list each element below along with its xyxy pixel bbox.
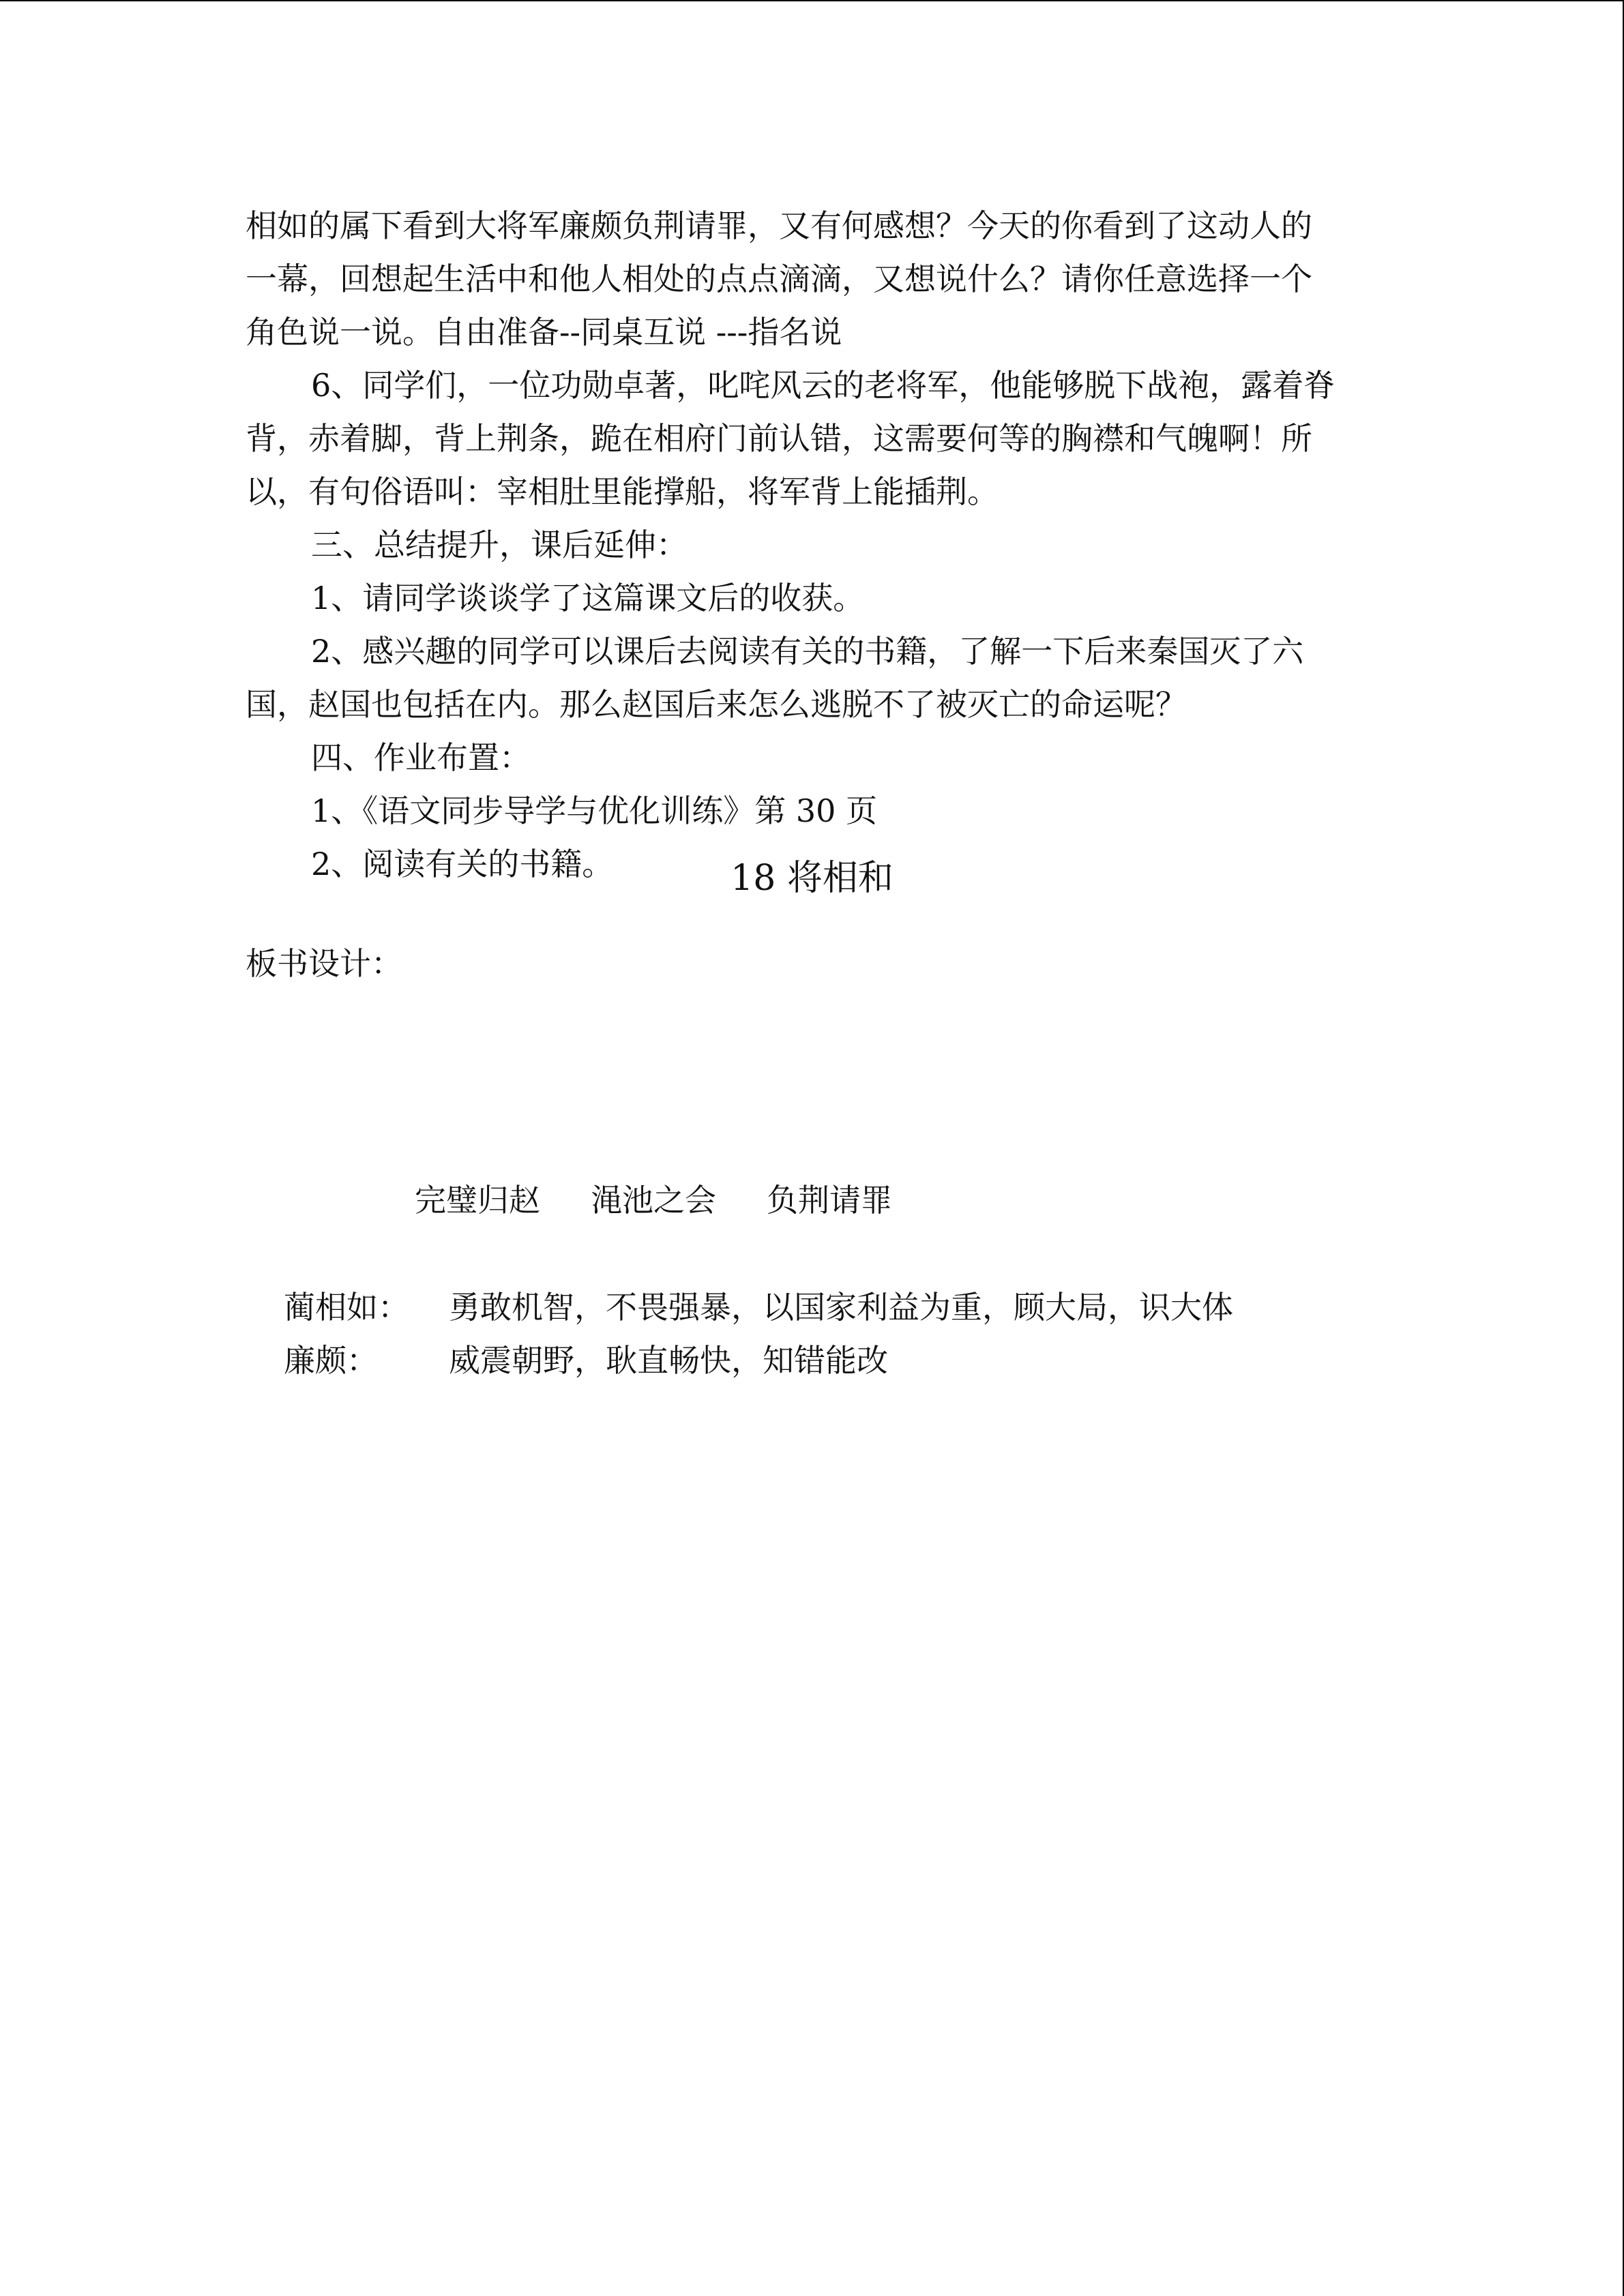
character-description: 勇敢机智，不畏强暴，以国家利益为重，顾大局，识大体 bbox=[449, 1289, 1233, 1326]
board-events bbox=[415, 1176, 892, 1225]
board-event: 负荆请罪 bbox=[767, 1182, 892, 1219]
text-line: 2、阅读有关的书籍。 bbox=[311, 846, 614, 882]
text-line: 相如的属下看到大将军廉颇负荆请罪，又有何感想？今天的你看到了这动人的 bbox=[246, 207, 1312, 244]
section-heading: 三、总结提升，课后延伸： bbox=[311, 526, 688, 563]
character-name: 廉颇： bbox=[284, 1342, 378, 1379]
text-line: 以，有句俗语叫：宰相肚里能撑船，将军背上能插荆。 bbox=[246, 473, 999, 510]
text-line: 背，赤着脚，背上荆条，跪在相府门前认错，这需要何等的胸襟和气魄啊！所 bbox=[246, 420, 1312, 457]
text-line: 一幕，回想起生活中和他人相处的点点滴滴，又想说什么？请你任意选择一个 bbox=[246, 260, 1312, 297]
text-line: 1、《语文同步导学与优化训练》第 30 页 bbox=[311, 792, 878, 829]
character-row bbox=[284, 1334, 1233, 1387]
text-line: 6、同学们，一位功勋卓著，叱咤风云的老将军，他能够脱下战袍，露着脊 bbox=[311, 367, 1335, 404]
character-description: 威震朝野，耿直畅快，知错能改 bbox=[449, 1342, 888, 1379]
text-line: 角色说一说。自由准备--同桌互说 ---指名说 bbox=[246, 314, 842, 351]
character-name: 蔺相如： bbox=[284, 1289, 409, 1326]
board-design-label: 板书设计： bbox=[246, 945, 402, 982]
section-heading: 四、作业布置： bbox=[311, 739, 531, 776]
text-line: 2、感兴趣的同学可以课后去阅读有关的书籍，了解一下后来秦国灭了六 bbox=[311, 633, 1304, 670]
character-row bbox=[284, 1281, 1233, 1334]
board-title: 18 将相和 bbox=[730, 858, 894, 899]
board-event: 完璧归赵 bbox=[415, 1182, 540, 1219]
board-event: 渑池之会 bbox=[591, 1182, 716, 1219]
text-line: 1、请同学谈谈学了这篇课文后的收获。 bbox=[311, 580, 865, 616]
text-line: 国，赵国也包括在内。那么赵国后来怎么逃脱不了被灭亡的命运呢？ bbox=[246, 686, 1187, 723]
character-traits bbox=[284, 1281, 1233, 1387]
